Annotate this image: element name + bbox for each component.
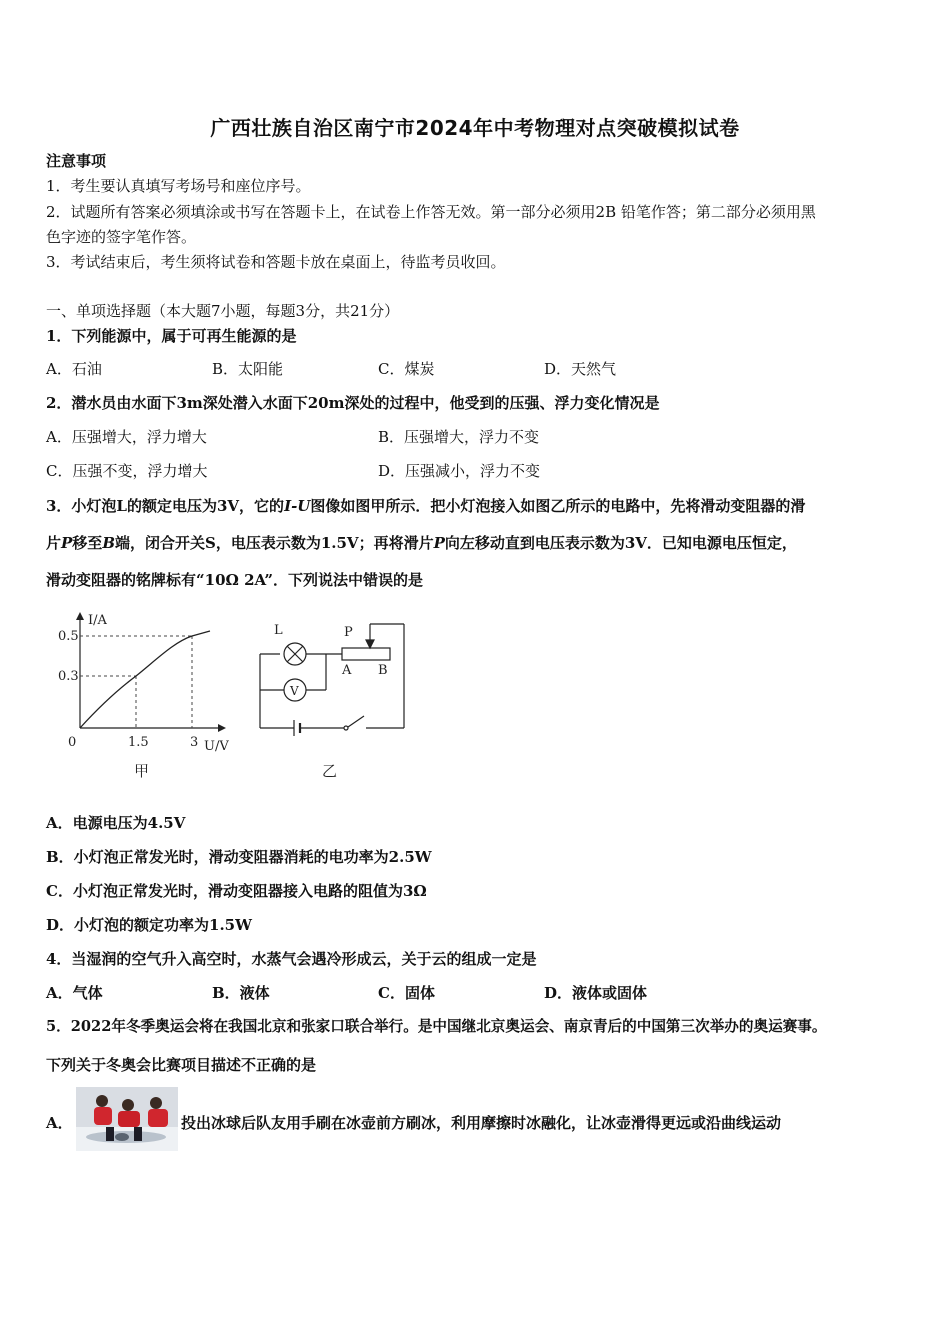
q2-option-d: D．压强减小，浮力不变 [378, 462, 541, 480]
switch-blade [348, 716, 364, 727]
notice-item: 2．试题所有答案必须填涂或书写在答题卡上，在试卷上作答无效。第一部分必须用2B 铅笔作答；第二部分必须用黑 [46, 203, 816, 221]
question-5-stem-line-2: 下列关于冬奥会比赛项目描述不正确的是 [46, 1056, 317, 1074]
graph-y-label: I/A [88, 613, 107, 628]
athlete-legs [106, 1127, 114, 1141]
question-5-stem-line-1: 5．2022年冬季奥运会将在我国北京和张家口联合举行。是中国继北京奥运会、南京青后的中国第三次举办的奥运赛事。 [46, 1018, 827, 1035]
question-3-stem-line-1 [46, 496, 805, 516]
circuit-label-slider: P [344, 625, 353, 640]
notice-item: 1．考生要认真填写考场号和座位序号。 [46, 177, 311, 195]
graph-x-tick: 1.5 [128, 735, 149, 750]
q3-stem-text: 端，闭合开关S，电压表示数为1.5V；再将滑片 [115, 534, 434, 552]
athlete-head [122, 1099, 134, 1111]
q3-stem-p: P [61, 534, 73, 552]
graph-origin: 0 [68, 735, 77, 750]
question-3-stem-line-2 [46, 533, 797, 553]
circuit-label-lamp: L [274, 623, 283, 638]
q3-stem-text: 移至 [72, 534, 103, 552]
q3-stem-text: 向左移动直到电压表示数为3V．已知电源电压恒定， [444, 534, 797, 552]
page-title: 广西壮族自治区南宁市2024年中考物理对点突破模拟试卷 [210, 116, 740, 140]
athlete-body [94, 1107, 112, 1125]
notice-item: 3．考试结束后，考生须将试卷和答题卡放在桌面上，待监考员收回。 [46, 253, 506, 271]
q1-option-d: D．天然气 [544, 360, 617, 378]
question-3-stem-line-3: 滑动变阻器的铭牌标有“10Ω 2A”．下列说法中错误的是 [46, 571, 424, 589]
notice-heading: 注意事项 [46, 152, 107, 170]
athlete-body [148, 1109, 168, 1127]
circuit-caption: 乙 [322, 762, 338, 780]
graph-x-tick: 3 [190, 735, 199, 750]
q2-option-c: C．压强不变，浮力增大 [46, 462, 208, 480]
q3-option-b: B．小灯泡正常发光时，滑动变阻器消耗的电功率为2.5W [46, 848, 432, 866]
q4-option-d: D．液体或固体 [544, 984, 648, 1002]
circuit-label-b: B [378, 663, 388, 678]
athlete-head [150, 1097, 162, 1109]
voltmeter-label: V [290, 684, 299, 698]
question-4-stem: 4．当湿润的空气升入高空时，水蒸气会遇冷形成云，关于云的组成一定是 [46, 950, 537, 968]
q3-stem-text: 图像如图甲所示．把小灯泡接入如图乙所示的电路中，先将滑动变阻器的滑 [310, 497, 806, 515]
graph-y-tick: 0.5 [58, 629, 79, 644]
q3-option-d: D．小灯泡的额定功率为1.5W [46, 916, 252, 934]
q5-option-a-label: A． [46, 1114, 73, 1132]
q5-option-a-text: 投出冰球后队友用手刷在冰壶前方刷冰，利用摩擦时冰融化，让冰壶滑得更远或沿曲线运动 [181, 1114, 782, 1132]
q4-option-c: C．固体 [378, 984, 435, 1002]
athlete-legs [134, 1127, 142, 1141]
q3-stem-text: 3．小灯泡L的额定电压为3V，它的 [46, 497, 285, 515]
athlete-head [96, 1095, 108, 1107]
q3-stem-iu: I-U [284, 497, 311, 515]
q3-stem-p: P [433, 534, 445, 552]
switch-contact [344, 726, 348, 730]
graph-caption: 甲 [134, 762, 150, 780]
graph-y-tick: 0.3 [58, 669, 79, 684]
q1-option-c: C．煤炭 [378, 360, 435, 378]
question-1-stem: 1．下列能源中，属于可再生能源的是 [46, 327, 297, 345]
graph-iu-curve [80, 631, 210, 728]
q3-option-a: A．电源电压为4.5V [46, 814, 186, 832]
curling-stone [115, 1133, 129, 1141]
q2-option-b: B．压强增大，浮力不变 [378, 428, 540, 446]
q3-stem-b: B [102, 534, 115, 552]
athlete-body [118, 1111, 140, 1127]
graph-x-label: U/V [204, 739, 229, 754]
curling-photo [76, 1087, 178, 1151]
question-2-stem: 2．潜水员由水面下3m深处潜入水面下20m深处的过程中，他受到的压强、浮力变化情况是 [46, 394, 660, 412]
q2-option-a: A．压强增大，浮力增大 [46, 428, 207, 446]
q1-option-a: A．石油 [46, 360, 102, 378]
q4-option-a: A．气体 [46, 984, 103, 1002]
graph-x-arrow [218, 724, 226, 732]
q3-stem-text: 片 [46, 534, 62, 552]
section-heading: 一、单项选择题（本大题7小题，每题3分，共21分） [46, 302, 400, 320]
q1-option-b: B．太阳能 [212, 360, 284, 378]
q4-option-b: B．液体 [212, 984, 270, 1002]
q3-figure [48, 612, 428, 788]
notice-item: 色字迹的签字笔作答。 [46, 228, 197, 246]
graph-y-arrow [76, 612, 84, 620]
rheostat-symbol [342, 648, 390, 660]
q3-option-c: C．小灯泡正常发光时，滑动变阻器接入电路的阻值为3Ω [46, 882, 427, 900]
circuit-label-a: A [342, 663, 352, 678]
slider-arrow [366, 640, 374, 648]
